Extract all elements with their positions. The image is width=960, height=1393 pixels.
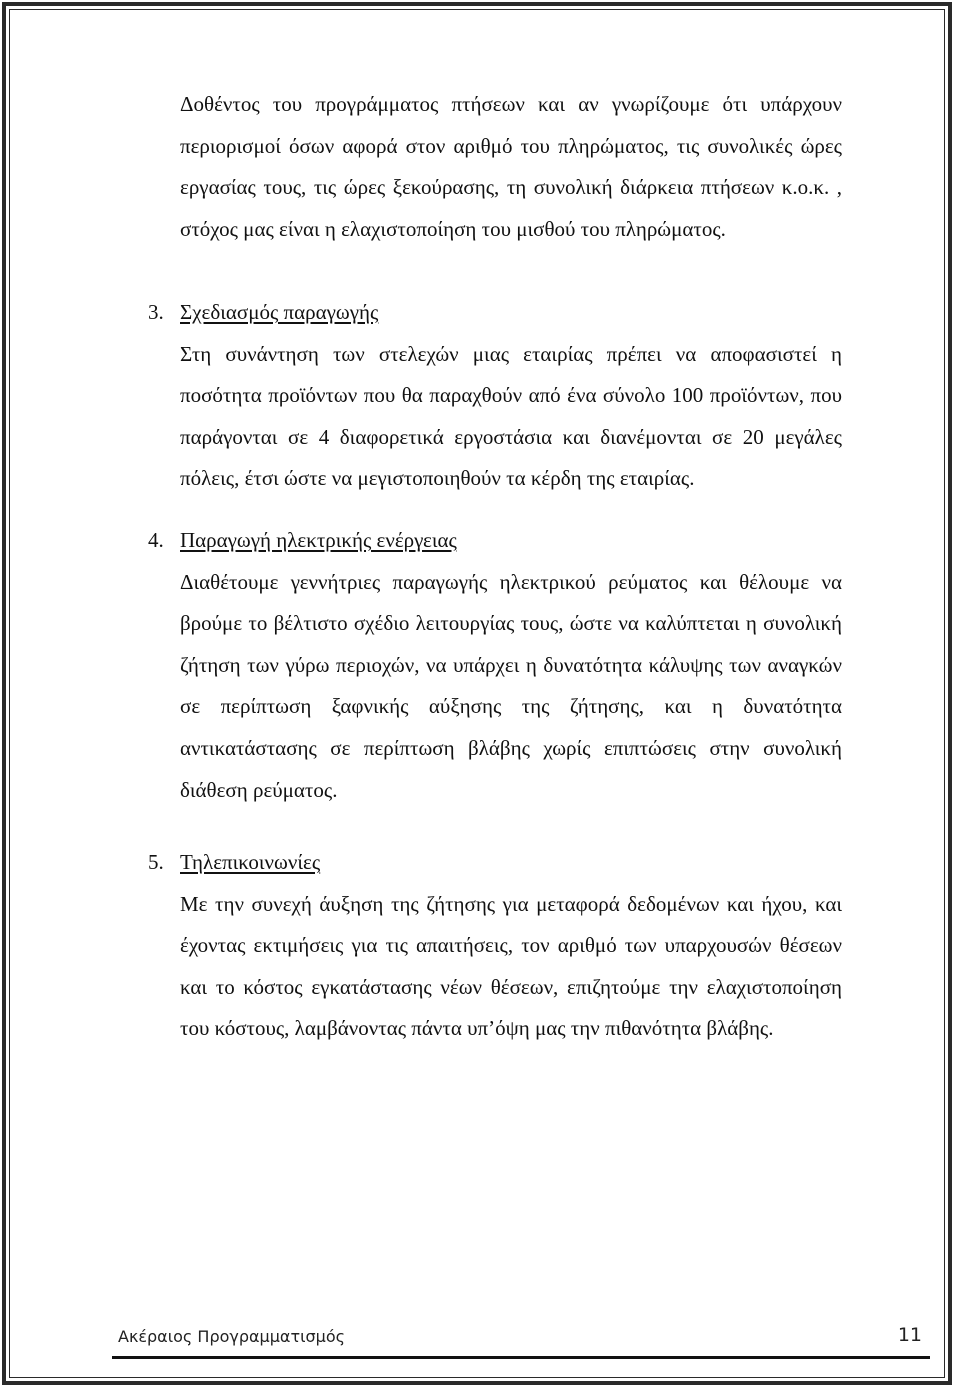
section-text: Στη συνάντηση των στελεχών μιας εταιρίας πρέπει να αποφασιστεί η ποσότητα προϊόντων που θα παραχθούν από ένα σύνολο 100 προϊόντων, που παράγονται σε 4 διαφορετικά εργοστάσια και διανέμονται σε 20 μεγάλες πόλεις, έτσι ώστε να μεγιστοποιηθούν τα κέρδη της εταιρίας. <box>180 341 842 491</box>
footer-title: Ακέραιος Προγραμματισμός <box>118 1327 346 1346</box>
footer-rule <box>112 1356 930 1359</box>
section-heading <box>148 842 842 884</box>
section-3 <box>148 292 842 500</box>
section-number: 4. <box>148 527 164 552</box>
intro-paragraph: Δοθέντος του προγράμματος πτήσεων και αν γνωρίζουμε ότι υπάρχουν περιορισμοί όσων αφορά στον αριθμό του πληρώματος, τις συνολικές ώρες εργασίας τους, τις ώρες ξεκούρασης, τη συνολική διάρκεια πτήσεων κ.ο.κ. , στόχος μας είναι η ελαχιστοποίηση του μισθού του πληρώματος. <box>180 92 842 241</box>
section-title: Παραγωγή ηλεκτρικής ενέργειας <box>180 527 457 552</box>
section-text: Διαθέτουμε γεννήτριες παραγωγής ηλεκτρικού ρεύματος και θέλουμε να βρούμε το βέλτιστο σχέδιο λειτουργίας τους, ώστε να καλύπτεται η συνολική ζήτηση των γύρω περιοχών, να υπάρχει η δυνατότητα κάλυψης των αναγκών σε περίπτωση ξαφνικής αύξησης της ζήτησης, και η δυνατότητα αντικατάστασης σε περίπτωση βλάβης χωρίς επιπτώσεις στην συνολική διάθεση ρεύματος. <box>180 569 842 802</box>
section-title: Τηλεπικοινωνίες <box>180 850 321 875</box>
section-text: Με την συνεχή άυξηση της ζήτησης για μεταφορά δεδομένων και ήχου, και έχοντας εκτιμήσεις για τις απαιτήσεις, τον αριθμό των υπαρχουσών θέσεων και το κόστος εγκατάστασης νέων θέσεων, επιζητούμε την ελαχιστοποίηση του κόστους, λαμβάνοντας πάντα υπ’όψη μας την πιθανότητα βλάβης. <box>180 891 842 1041</box>
section-5 <box>148 842 842 1050</box>
section-title: Σχεδιασμός παραγωγής <box>180 299 379 324</box>
section-number: 3. <box>148 299 164 324</box>
section-number: 5. <box>148 850 164 875</box>
section-heading <box>148 520 842 562</box>
document-body <box>148 84 842 1050</box>
page-number: 11 <box>897 1324 922 1346</box>
section-4 <box>148 520 842 811</box>
section-heading <box>148 292 842 334</box>
